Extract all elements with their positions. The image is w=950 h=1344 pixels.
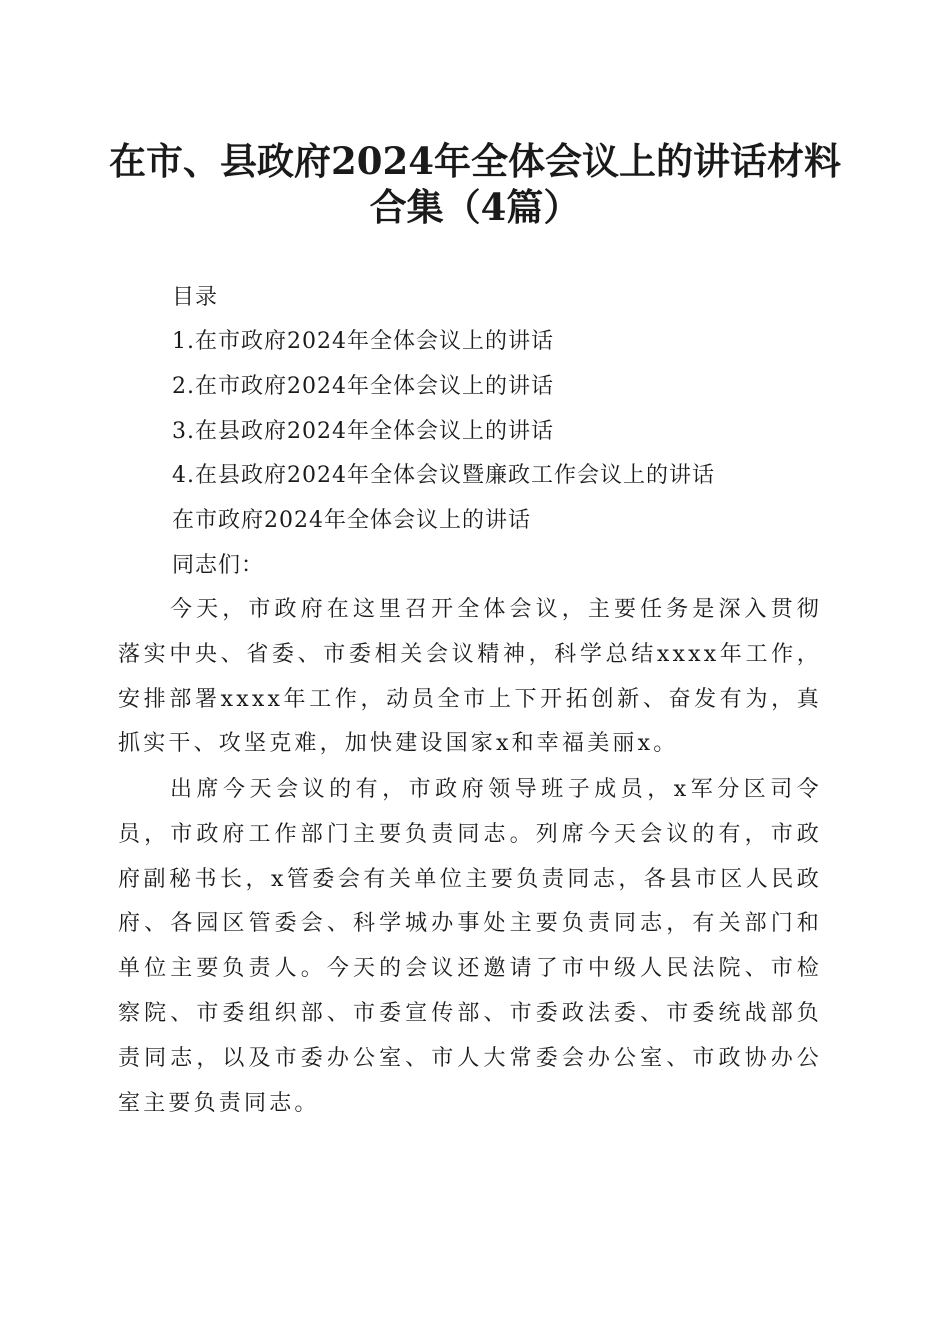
document-title-line-2: 合集（4篇） <box>369 185 581 229</box>
toc-heading: 目录 <box>172 285 219 310</box>
toc-item-2: 2.在市政府2024年全体会议上的讲话 <box>172 374 554 399</box>
body-paragraph-2: 出席今天会议的有，市政府领导班子成员，x军分区司令员，市政府工作部门主要负责同志。列席今天会议的有，市政府副秘书长，x管委会有关单位主要负责同志，各县市区人民政府、各园区管委会、科学城办事处主要负责同志，有关部门和单位主要负责人。今天的会议还邀请了市中级人民法院、市检察院、市委组织部、市委宣传部、市委政法委、市委统战部负责同志，以及市委办公室、市人大常委会办公室、市政协办公室主要负责同志。 <box>118 777 822 1116</box>
body-paragraph-1: 今天，市政府在这里召开全体会议，主要任务是深入贯彻落实中央、省委、市委相关会议精神，科学总结xxxx年工作，安排部署xxxx年工作，动员全市上下开拓创新、奋发有为，真抓实干、攻坚克难，加快建设国家x和幸福美丽x。 <box>118 597 822 757</box>
document-title-line-1: 在市、县政府2024年全体会议上的讲话材料 <box>109 139 841 183</box>
toc-item-3: 3.在县政府2024年全体会议上的讲话 <box>172 419 554 444</box>
section-title: 在市政府2024年全体会议上的讲话 <box>172 508 531 533</box>
toc-item-4: 4.在县政府2024年全体会议暨廉政工作会议上的讲话 <box>172 463 715 488</box>
salutation: 同志们： <box>172 553 265 578</box>
toc-item-1: 1.在市政府2024年全体会议上的讲话 <box>172 329 554 354</box>
